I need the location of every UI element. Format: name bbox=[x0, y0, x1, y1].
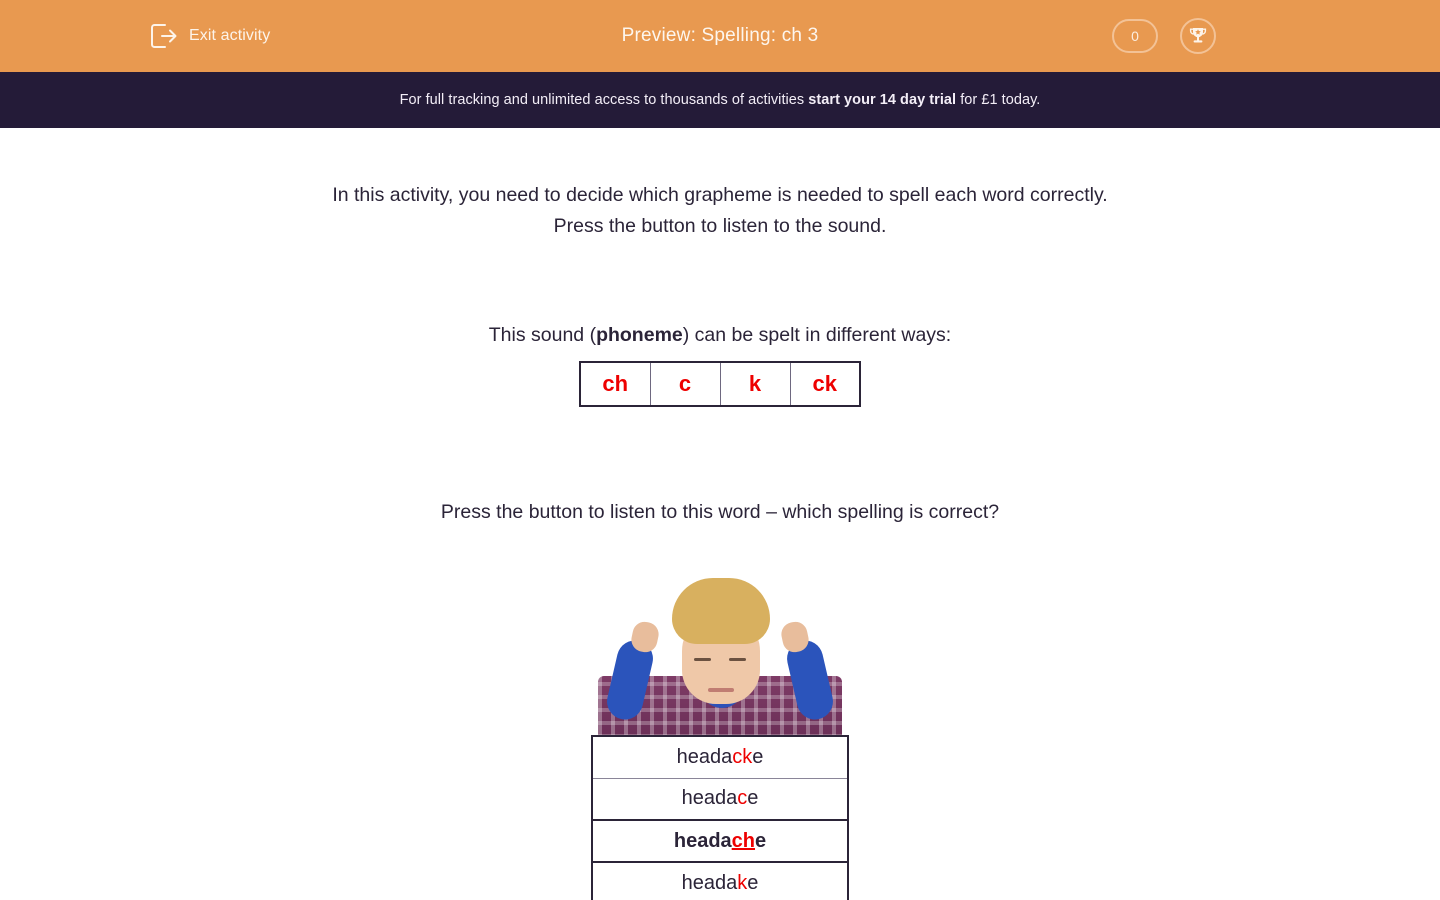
answer-option-0[interactable] bbox=[592, 736, 848, 778]
answer-options-body bbox=[592, 736, 848, 900]
answer-option-2[interactable] bbox=[592, 820, 848, 862]
photo-eye-left bbox=[694, 658, 711, 661]
score-value: 0 bbox=[1131, 28, 1139, 44]
photo-eye-right bbox=[729, 658, 746, 661]
grapheme-cell-0[interactable]: ch bbox=[580, 362, 650, 406]
answer-option-row-0[interactable] bbox=[592, 736, 848, 778]
photo-mouth bbox=[708, 688, 734, 692]
grapheme-options-table bbox=[579, 361, 861, 407]
instruction-line-2: Press the button to listen to the sound. bbox=[553, 215, 887, 237]
question-image-wrapper bbox=[0, 562, 1440, 738]
answer-highlight-2: ch bbox=[731, 829, 756, 852]
phoneme-label-bold: phoneme bbox=[596, 324, 683, 346]
phoneme-label bbox=[0, 324, 1440, 347]
answer-prefix-2: heada bbox=[673, 829, 732, 852]
answer-option-row-2[interactable] bbox=[592, 820, 848, 862]
promo-text-bold: start your 14 day trial bbox=[808, 92, 957, 108]
answer-suffix-3: e bbox=[747, 871, 759, 894]
trophy-button[interactable] bbox=[1180, 18, 1216, 54]
phoneme-section bbox=[0, 324, 1440, 407]
boy-holding-head-photo bbox=[596, 562, 844, 738]
answer-prefix-1: heada bbox=[681, 787, 738, 810]
answer-highlight-0: ck bbox=[732, 745, 753, 768]
exit-activity-label: Exit activity bbox=[189, 27, 271, 44]
grapheme-cell-2[interactable]: k bbox=[720, 362, 790, 406]
top-app-bar bbox=[0, 0, 1440, 72]
photo-hair bbox=[672, 578, 770, 644]
promo-text-after: for £1 today. bbox=[956, 92, 1041, 108]
trial-promo-text bbox=[400, 92, 1041, 108]
answer-highlight-3: k bbox=[737, 871, 748, 894]
exit-arrow-icon bbox=[150, 23, 178, 49]
answer-prefix-0: heada bbox=[676, 745, 733, 768]
activity-content bbox=[0, 128, 1440, 900]
phoneme-label-after: ) can be spelt in different ways: bbox=[682, 324, 952, 346]
score-badge[interactable] bbox=[1112, 19, 1158, 53]
phoneme-label-before: This sound ( bbox=[488, 324, 597, 346]
activity-instructions bbox=[0, 180, 1440, 242]
answer-prefix-3: heada bbox=[681, 871, 738, 894]
answer-option-row-3[interactable] bbox=[592, 862, 848, 900]
topbar-actions bbox=[1112, 0, 1216, 72]
answer-suffix-1: e bbox=[747, 787, 759, 810]
trophy-icon bbox=[1187, 25, 1209, 47]
instruction-line-1: In this activity, you need to decide which grapheme is needed to spell each word correctly. bbox=[332, 184, 1108, 206]
question-prompt: Press the button to listen to this word – which spelling is correct? bbox=[440, 501, 1000, 523]
exit-activity-button[interactable] bbox=[150, 0, 270, 72]
answer-suffix-2: e bbox=[755, 829, 767, 852]
page-title: Preview: Spelling: ch 3 bbox=[621, 25, 819, 46]
answer-option-row-1[interactable] bbox=[592, 778, 848, 820]
grapheme-cell-1[interactable]: c bbox=[650, 362, 720, 406]
answer-options-table bbox=[591, 735, 849, 900]
answer-highlight-1: c bbox=[737, 787, 748, 810]
promo-text-before: For full tracking and unlimited access to thousands of activities bbox=[399, 92, 809, 108]
grapheme-cell-3[interactable]: ck bbox=[790, 362, 860, 406]
answer-option-3[interactable] bbox=[592, 862, 848, 900]
answer-suffix-0: e bbox=[752, 745, 764, 768]
answer-option-1[interactable] bbox=[592, 778, 848, 820]
grapheme-row bbox=[580, 362, 860, 406]
trial-promo-banner[interactable] bbox=[0, 72, 1440, 128]
